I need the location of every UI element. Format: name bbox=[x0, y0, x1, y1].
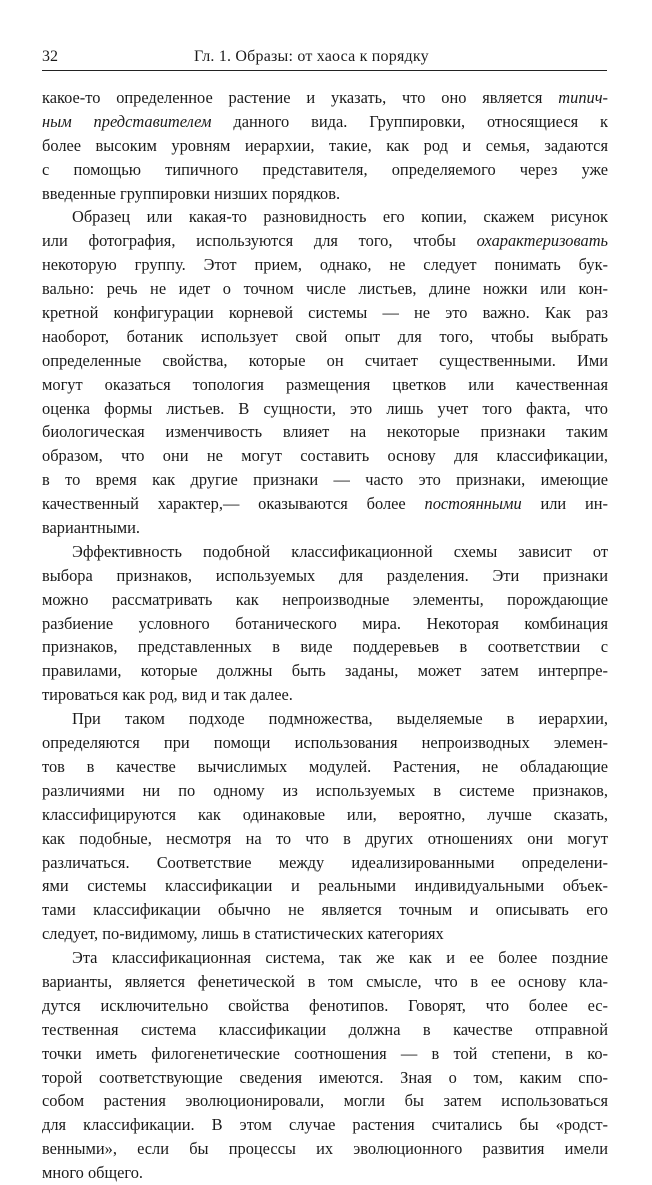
text-line: различиями ни по одному из используемых в системе признаков, bbox=[42, 780, 608, 800]
running-head bbox=[42, 44, 607, 71]
text-line: с помощью типичного представителя, определяемого через уже bbox=[42, 159, 608, 179]
text-line: некоторую группу. Этот прием, однако, не следует понимать бук- bbox=[42, 255, 608, 275]
text-line: введенные группировки низших порядков. bbox=[42, 183, 341, 203]
text-line: собом растения эволюционировали, могли бы затем использоваться bbox=[42, 1091, 608, 1111]
text-line: образом, что они не могут составить основу для классификации, bbox=[42, 446, 608, 466]
text-line: определенные свойства, которые он считает существенными. Ими bbox=[42, 350, 608, 370]
text-line: венными», если бы процессы их эволюционного развития имели bbox=[42, 1139, 608, 1159]
chapter-title: Гл. 1. Образы: от хаоса к порядку bbox=[194, 48, 429, 65]
text-line: ями системы классификации и реальными индивидуальными объек- bbox=[42, 876, 608, 896]
text-line: для классификации. В этом случае растения считались бы «родст- bbox=[42, 1115, 608, 1135]
text-line: признаков, представленных в виде поддеревьев в соответствии с bbox=[42, 637, 608, 657]
text-line: Эта классификационная система, так же как и ее более поздние bbox=[72, 948, 608, 968]
text-line: биологическая изменчивость влияет на некоторые признаки таким bbox=[42, 422, 608, 442]
paragraph bbox=[42, 946, 608, 1185]
text-line: наоборот, ботаник использует свой опыт для того, чтобы выбрать bbox=[42, 326, 608, 346]
paragraph bbox=[42, 540, 608, 707]
text-line: При таком подходе подмножества, выделяемые в иерархии, bbox=[72, 709, 608, 729]
text-line: или фотография, используются для того, чтобы охарактеризовать bbox=[42, 231, 608, 251]
text-line: тироваться как род, вид и так далее. bbox=[42, 685, 293, 705]
text-line: качественный характер,— оказываются более постоянными или ин- bbox=[42, 494, 608, 514]
italic-term: ным представителем bbox=[42, 111, 212, 131]
text-line: выбора признаков, используемых для разделения. Эти признаки bbox=[42, 565, 608, 585]
text-line: более высоким уровням иерархии, такие, как род и семья, задаются bbox=[42, 135, 608, 155]
text-line: оценка формы листьев. В сущности, это лишь учет того факта, что bbox=[42, 398, 608, 418]
text-line: различаться. Соответствие между идеализированными определени- bbox=[42, 852, 608, 872]
italic-term: постоянными bbox=[424, 494, 522, 514]
italic-term: типич- bbox=[558, 88, 608, 107]
text-line: вально: речь не идет о точном числе листьев, длине ножки или кон- bbox=[42, 279, 608, 299]
paragraph bbox=[42, 707, 608, 946]
italic-term: охарактеризовать bbox=[476, 231, 608, 251]
text-line: тами классификации обычно не является точным и описывать его bbox=[42, 900, 608, 920]
text-line: определяются при помощи использования непроизводных элемен- bbox=[42, 733, 608, 753]
text-line: в то время как другие признаки — часто это признаки, имеющие bbox=[42, 470, 608, 490]
text-line: могут оказаться топология размещения цветков или качественная bbox=[42, 374, 608, 394]
text-line: точки иметь филогенетические соотношения — в той степени, в ко- bbox=[42, 1043, 608, 1063]
paragraph bbox=[42, 205, 608, 539]
text-line: ным представителем данного вида. Группировки, относящиеся к bbox=[42, 111, 608, 131]
text-line: торой соответствующие сведения имеются. Зная о том, каким спо- bbox=[42, 1067, 608, 1087]
text-line: разбиение условного ботанического мира. Некоторая комбинация bbox=[42, 613, 608, 633]
text-line: Образец или какая-то разновидность его копии, скажем рисунок bbox=[72, 207, 608, 227]
text-line: тов в качестве вычислимых модулей. Растения, не обладающие bbox=[42, 756, 608, 776]
text-line: как подобные, несмотря на то что в других отношениях они могут bbox=[42, 828, 608, 848]
text-line: варианты, является фенетической в том смысле, что в ее основу кла- bbox=[42, 971, 608, 991]
text-line: тественная система классификации должна в качестве отправной bbox=[42, 1019, 608, 1039]
text-line: кретной конфигурации корневой системы — не это важно. Как раз bbox=[42, 303, 608, 323]
text-line: можно рассматривать как непроизводные элементы, порождающие bbox=[42, 589, 608, 609]
body-text bbox=[42, 86, 608, 1185]
text-line: Эффективность подобной классификационной схемы зависит от bbox=[72, 541, 608, 561]
text-line: какое-то определенное растение и указать, что оно является типич- bbox=[42, 88, 608, 107]
paragraph bbox=[42, 86, 608, 205]
text-line: правилами, которые должны быть заданы, может затем интерпре- bbox=[42, 661, 608, 681]
text-line: вариантными. bbox=[42, 518, 140, 538]
text-line: много общего. bbox=[42, 1163, 143, 1183]
text-line: классифицируются как одинаковые или, вероятно, лучше сказать, bbox=[42, 804, 608, 824]
page-number: 32 bbox=[42, 48, 58, 65]
text-line: следует, по-видимому, лишь в статистических категориях bbox=[42, 924, 444, 944]
text-line: дутся исключительно свойства фенотипов. Говорят, что более ес- bbox=[42, 995, 608, 1015]
